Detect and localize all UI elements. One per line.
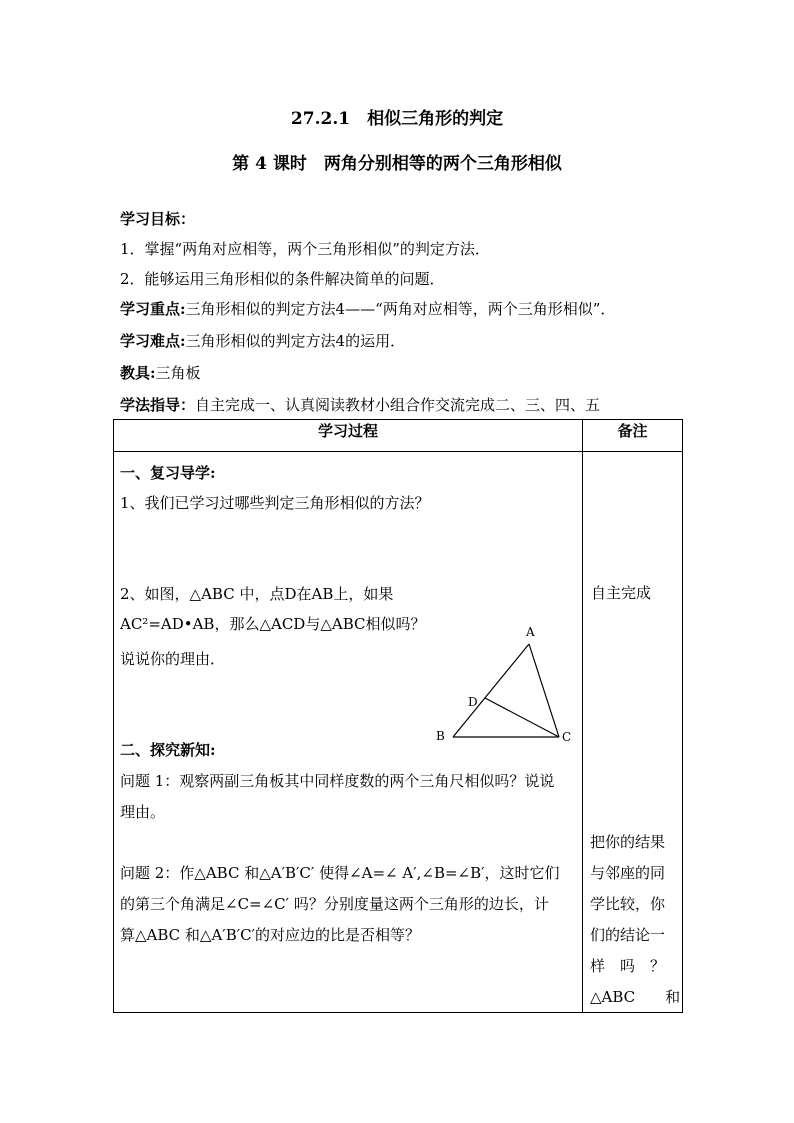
note-self-complete: 自主完成 bbox=[591, 584, 652, 602]
key-point-text: 三角形相似的判定方法4——“两角对应相等，两个三角形相似”． bbox=[185, 300, 616, 318]
side-ab bbox=[453, 644, 529, 737]
section2-p1-line1: 问题 1：观察两副三角板其中同样度数的两个三角尺相似吗？说说 bbox=[120, 772, 555, 790]
vertex-c-label: C bbox=[562, 730, 572, 744]
triangle-figure bbox=[432, 612, 582, 752]
note-compare-5: 样 吗 ？ bbox=[590, 957, 666, 975]
key-point-line bbox=[120, 298, 615, 319]
section2-p2-line2: 的第三个角满足∠C=∠C′ 吗？分别度量这两个三角形的边长，计 bbox=[120, 895, 549, 913]
page-title: 27.2.1 相似三角形的判定 bbox=[290, 109, 504, 129]
table-header-notes: 备注 bbox=[583, 420, 683, 452]
section2-p2-line3: 算△ABC 和△A′B′C′的对应边的比是否相等？ bbox=[120, 926, 421, 944]
tools-label: 教具: bbox=[120, 364, 156, 382]
section2-p1-line2: 理由。 bbox=[120, 803, 166, 821]
point-d-label: D bbox=[468, 695, 478, 709]
method-text: 自主完成一、认真阅读教材小组合作交流完成二、三、四、五 bbox=[195, 396, 601, 414]
note-compare-4: 们的结论一 bbox=[590, 926, 666, 944]
section2-heading: 二、探究新知: bbox=[120, 741, 216, 759]
key-point-label: 学习重点: bbox=[120, 300, 186, 318]
section1-q2-line3: 说说你的理由． bbox=[120, 650, 226, 668]
section1-q1: 1、我们已学习过哪些判定三角形相似的方法？ bbox=[120, 494, 430, 512]
tools-text: 三角板 bbox=[155, 364, 201, 382]
section1-heading: 一、复习导学: bbox=[120, 464, 216, 482]
difficulty-label: 学习难点: bbox=[120, 332, 186, 350]
section1-q2-line2: AC²=AD•AB，那么△ACD与△ABC相似吗？ bbox=[120, 615, 426, 633]
learning-process-table bbox=[113, 419, 683, 1013]
note-compare-1: 把你的结果 bbox=[590, 833, 666, 851]
note-compare-2: 与邻座的同 bbox=[590, 864, 666, 882]
objectives-label: 学习目标： bbox=[120, 210, 196, 228]
notes-cell bbox=[583, 452, 683, 1013]
section1-q2-line1: 2、如图，△ABC 中，点D在AB上，如果 bbox=[120, 585, 394, 603]
process-cell bbox=[114, 452, 583, 1013]
page-subtitle: 第 4 课时 两角分别相等的两个三角形相似 bbox=[232, 154, 562, 174]
method-line bbox=[120, 394, 600, 415]
note-compare-3: 学比较，你 bbox=[590, 895, 666, 913]
difficulty-line bbox=[120, 330, 405, 351]
tools-line bbox=[120, 362, 201, 383]
note-compare-6: △ABC 和 bbox=[590, 988, 681, 1006]
method-label: 学法指导： bbox=[120, 396, 196, 414]
difficulty-text: 三角形相似的判定方法4的运用． bbox=[185, 332, 406, 350]
vertex-a-label: A bbox=[526, 625, 535, 639]
objective-item-1: 1．掌握“两角对应相等，两个三角形相似”的判定方法． bbox=[120, 240, 490, 258]
objective-item-2: 2．能够运用三角形相似的条件解决简单的问题． bbox=[120, 270, 445, 288]
section2-p2-line1: 问题 2：作△ABC 和△A′B′C′ 使得∠A=∠ A′,∠B=∠B′，这时它们 bbox=[120, 864, 560, 882]
vertex-b-label: B bbox=[436, 729, 445, 743]
table-header-process: 学习过程 bbox=[114, 420, 583, 452]
